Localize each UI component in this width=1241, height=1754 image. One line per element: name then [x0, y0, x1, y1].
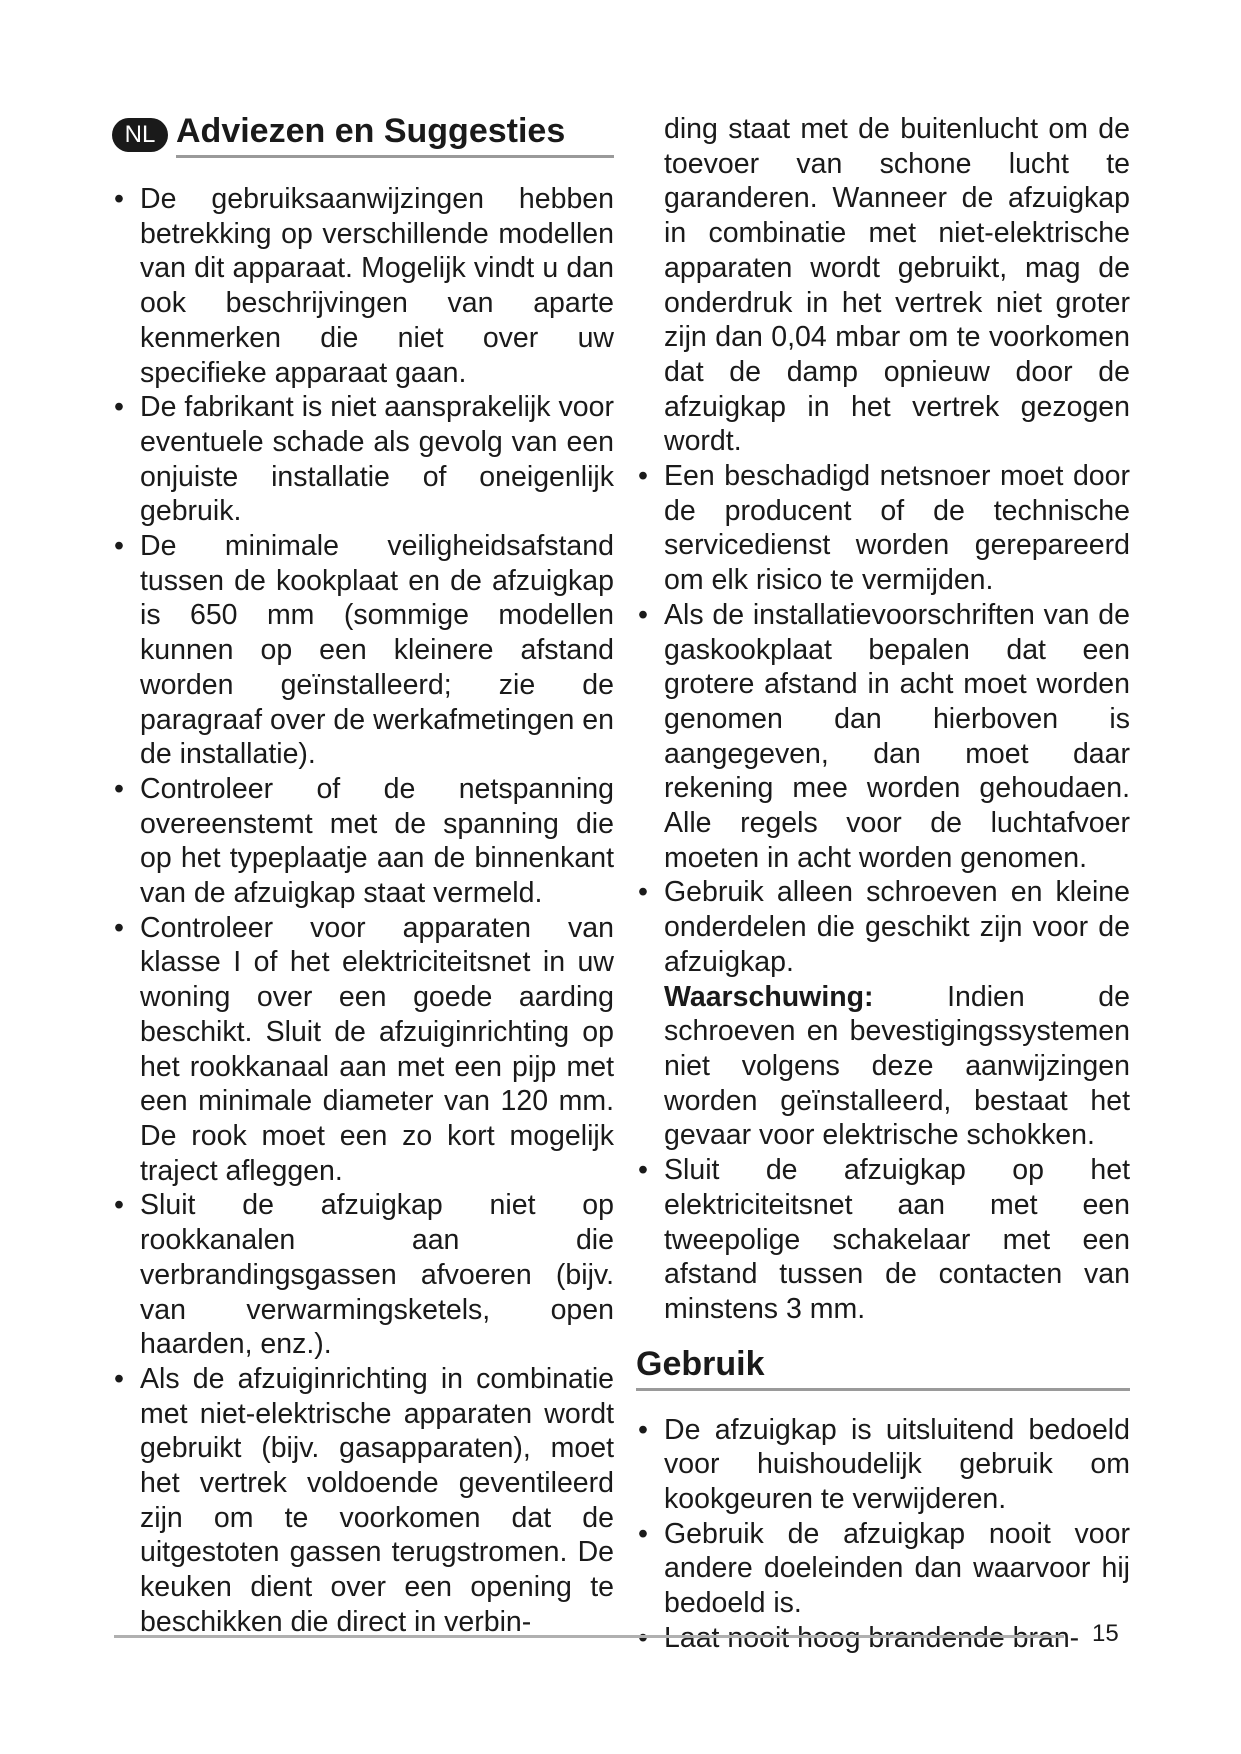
warning-paragraph — [636, 980, 1130, 1154]
list-item: • De fabrikant is niet aansprakelijk voor eventuele schade als gevolg van een onjuiste installatie of oneigenlijk gebruik. — [112, 390, 614, 529]
list-item: • De afzuigkap is uitsluitend bedoeld voor huishoudelijk gebruik om kookgeuren te verwijderen. — [636, 1413, 1130, 1517]
continued-paragraph: ding staat met de buitenlucht om de toevoer van schone lucht te garanderen. Wanneer de afzuigkap in combinatie met niet-elektrische apparaten wordt gebruikt, mag de onderdruk in het vertrek niet groter zijn dan 0,04 mbar om te voorkomen dat de damp opnieuw door de afzuigkap in het vertrek gezogen wordt. — [664, 113, 1130, 458]
left-column — [112, 112, 614, 1640]
list-item: • Controleer voor apparaten van klasse I of het elektriciteitsnet in uw woning over een goede aarding beschikt. Sluit de afzuiginrichting op het rookkanaal aan met een pijp met een minimale diameter van 120 mm. De rook moet een zo kort mogelijk traject afleggen. — [112, 911, 614, 1189]
list-item: • De minimale veiligheidsafstand tussen de kookplaat en de afzuigkap is 650 mm (sommige modellen kunnen op een kleinere afstand worden geïnstalleerd; zie de paragraaf over de werkafmetingen en de installatie). — [112, 529, 614, 772]
advice-list — [112, 182, 614, 1640]
language-badge: NL — [112, 118, 168, 152]
section-title: Adviezen en Suggesties — [176, 112, 614, 158]
section-header — [112, 112, 614, 158]
advice-list-end — [636, 1153, 1130, 1327]
usage-list — [636, 1413, 1130, 1656]
footer-divider — [114, 1635, 1064, 1638]
list-item: • De gebruiksaanwijzingen hebben betrekking op verschillende modellen van dit apparaat. Mogelijk vindt u dan ook beschrijvingen van aparte kenmerken die niet over uw specifieke apparaat gaan. — [112, 182, 614, 390]
list-item: • Als de afzuiginrichting in combinatie met niet-elektrische apparaten wordt gebruikt (bijv. gasapparaten), moet het vertrek voldoende geventileerd zijn om te voorkomen dat de uitgestoten gassen terugstromen. De keuken dient over een opening te beschikken die direct in verbin- — [112, 1362, 614, 1640]
right-column — [636, 112, 1130, 1656]
list-item: • Een beschadigd netsnoer moet door de producent of de technische servicedienst worden gerepareerd om elk risico te vermijden. — [636, 459, 1130, 598]
list-item: • Als de installatievoorschriften van de gaskookplaat bepalen dat een grotere afstand in acht moet worden genomen dan hierboven is aangegeven, dan moet daar rekening mee worden gehoudaen. Alle regels voor de luchtafvoer moeten in acht worden genomen. — [636, 598, 1130, 876]
list-item: • Gebruik de afzuigkap nooit voor andere doeleinden dan waarvoor hij bedoeld is. — [636, 1517, 1130, 1621]
advice-list-continued — [636, 459, 1130, 980]
page-number: 15 — [1092, 1620, 1119, 1647]
list-item: • Sluit de afzuigkap niet op rookkanalen aan die verbrandingsgassen afvoeren (bijv. van verwarmingsketels, open haarden, enz.). — [112, 1188, 614, 1362]
warning-text: Indien de schroeven en bevestigingssystemen niet volgens deze aanwijzingen worden geïnstalleerd, bestaat het gevaar voor elektrische schokken. — [664, 980, 1130, 1152]
warning-label: Waarschuwing: — [664, 980, 874, 1013]
list-item: • Controleer of de netspanning overeenstemt met de spanning die op het typeplaatje aan de binnenkant van de afzuigkap staat vermeld. — [112, 772, 614, 911]
usage-section-title: Gebruik — [636, 1345, 1130, 1391]
list-item: • Gebruik alleen schroeven en kleine onderdelen die geschikt zijn voor de afzuigkap. — [636, 875, 1130, 979]
list-item: • Sluit de afzuigkap op het elektriciteitsnet aan met een tweepolige schakelaar met een afstand tussen de contacten van minstens 3 mm. — [636, 1153, 1130, 1327]
list-item: • Laat nooit hoog brandende bran- — [636, 1621, 1130, 1656]
